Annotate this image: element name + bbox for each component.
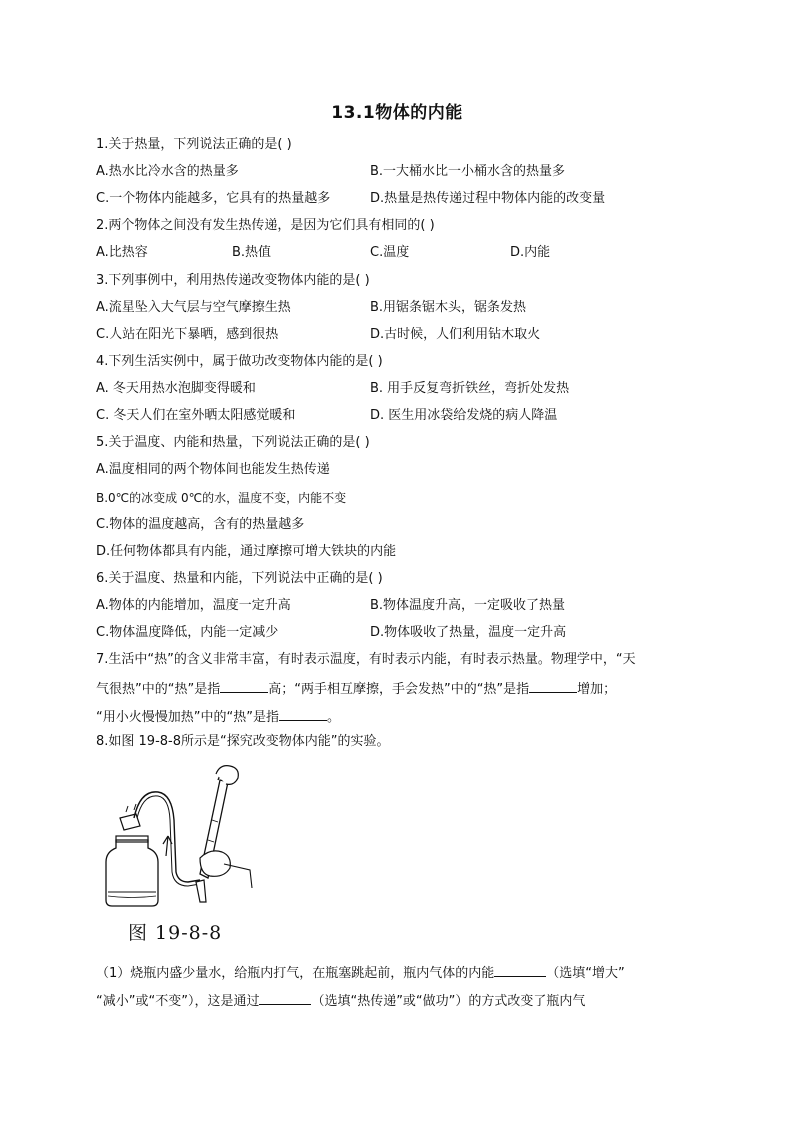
q8-sub1-line-2 <box>96 990 585 1011</box>
q1-option-a: A.热水比冷水含的热量多 <box>96 164 239 179</box>
q7-blank-1[interactable] <box>220 678 268 693</box>
figure-caption: 图 19-8-8 <box>128 922 223 944</box>
q4-option-a: A. 冬天用热水泡脚变得暖和 <box>96 381 256 396</box>
q5-option-c: C.物体的温度越高，含有的热量越多 <box>96 517 305 532</box>
q4-option-d: D. 医生用冰袋给发烧的病人降温 <box>370 408 558 423</box>
q7-blank-3[interactable] <box>279 706 327 721</box>
flask-neck <box>116 836 148 842</box>
q1-option-d: D.热量是热传递过程中物体内能的改变量 <box>370 191 606 206</box>
q7-text-4: “用小火慢慢加热”中的“热”是指 <box>96 710 279 725</box>
q8-text-2: （选填“增大” <box>546 966 625 981</box>
q1-option-c: C.一个物体内能越多，它具有的热量越多 <box>96 191 331 206</box>
q5-stem: 5.关于温度、内能和热量，下列说法正确的是( ) <box>96 435 370 450</box>
q7-line-3 <box>96 706 340 727</box>
pump-nozzle <box>196 880 206 902</box>
q6-option-b: B.物体温度升高，一定吸收了热量 <box>370 598 566 613</box>
q2-stem: 2.两个物体之间没有发生热传递，是因为它们具有相同的( ) <box>96 218 435 233</box>
q8-sub1-line-1 <box>96 962 625 983</box>
page-title: 13.1物体的内能 <box>331 103 463 123</box>
q5-option-d: D.任何物体都具有内能，通过摩擦可增大铁块的内能 <box>96 544 397 559</box>
q2-option-a: A.比热容 <box>96 245 148 260</box>
q4-stem: 4.下列生活实例中，属于做功改变物体内能的是( ) <box>96 354 383 369</box>
q3-option-d: D.古时候，人们利用钻木取火 <box>370 327 541 342</box>
q7-line-2 <box>96 678 616 699</box>
q6-option-a: A.物体的内能增加，温度一定升高 <box>96 598 291 613</box>
q8-blank-1[interactable] <box>494 962 546 977</box>
q7-text-3: 增加； <box>577 682 617 697</box>
q8-text-4: （选填“热传递”或“做功”）的方式改变了瓶内气 <box>311 994 586 1009</box>
q4-option-b: B. 用手反复弯折铁丝，弯折处发热 <box>370 381 570 396</box>
q6-option-d: D.物体吸收了热量，温度一定升高 <box>370 625 567 640</box>
q8-stem: 8.如图 19-8-8所示是“探究改变物体内能”的实验。 <box>96 734 390 749</box>
hand-bottom <box>200 851 230 876</box>
q5-option-b: B.0℃的冰变成 0℃的水，温度不变，内能不变 <box>96 491 347 505</box>
q7-blank-2[interactable] <box>529 678 577 693</box>
q3-option-b: B.用锯条锯木头，锯条发热 <box>370 300 527 315</box>
q8-text-1: （1）烧瓶内盛少量水，给瓶内打气，在瓶塞跳起前，瓶内气体的内能 <box>96 966 495 981</box>
q1-stem: 1.关于热量，下列说法正确的是( ) <box>96 137 292 152</box>
q7-text-5: 。 <box>326 710 340 725</box>
q6-option-c: C.物体温度降低，内能一定减少 <box>96 625 279 640</box>
q3-stem: 3.下列事例中，利用热传递改变物体内能的是( ) <box>96 273 370 288</box>
q7-text-1: 气很热”中的“热”是指 <box>96 682 221 697</box>
q2-option-d: D.内能 <box>510 245 551 260</box>
q4-option-c: C. 冬天人们在室外晒太阳感觉暖和 <box>96 408 296 423</box>
q1-option-b: B.一大桶水比一小桶水含的热量多 <box>370 164 566 179</box>
q7-text-2: 高；“两手相互摩擦，手会发热”中的“热”是指 <box>268 682 530 697</box>
q2-option-c: C.温度 <box>370 245 410 260</box>
q8-text-3: “减小”或“不变”），这是通过 <box>96 994 260 1009</box>
q2-option-b: B.热值 <box>232 245 272 260</box>
q3-option-c: C.人站在阳光下暴晒，感到很热 <box>96 327 279 342</box>
q5-option-a: A.温度相同的两个物体间也能发生热传递 <box>96 462 330 477</box>
q3-option-a: A.流星坠入大气层与空气摩擦生热 <box>96 300 291 315</box>
q8-blank-2[interactable] <box>259 990 311 1005</box>
q6-stem: 6.关于温度、热量和内能，下列说法中正确的是( ) <box>96 571 383 586</box>
experiment-figure <box>100 760 260 910</box>
q7-line-1: 7.生活中“热”的含义非常丰富，有时表示温度，有时表示内能，有时表示热量。物理学中，“天 <box>96 652 636 667</box>
flask <box>106 840 158 906</box>
